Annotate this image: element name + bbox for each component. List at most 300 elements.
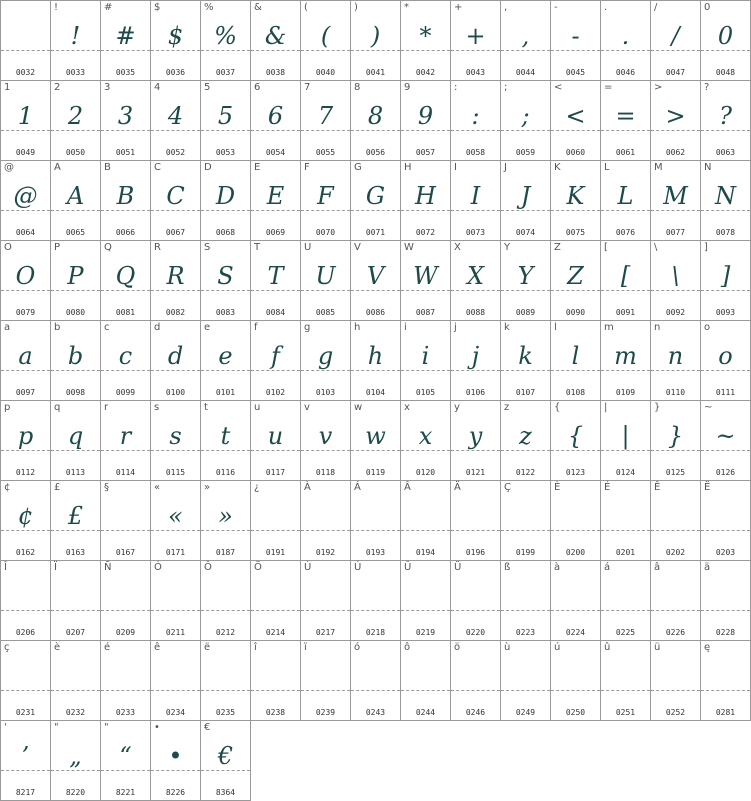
- glyph-cell[interactable]: [601, 401, 651, 481]
- glyph-cell[interactable]: [301, 241, 351, 321]
- baseline-guide: [501, 450, 550, 451]
- glyph-sample: J: [520, 182, 531, 210]
- glyph-cell[interactable]: [451, 401, 501, 481]
- glyph-cell[interactable]: [151, 321, 201, 401]
- glyph-cell[interactable]: [451, 561, 501, 641]
- glyph-code: 0114: [115, 468, 136, 477]
- glyph-sample: ¢: [17, 502, 34, 530]
- glyph-label: /: [654, 2, 658, 13]
- baseline-guide: [1, 210, 50, 211]
- glyph-sample: 1: [17, 102, 34, 130]
- glyph-cell[interactable]: [501, 161, 551, 241]
- baseline-guide: [251, 290, 300, 291]
- glyph-label: Â: [404, 482, 411, 493]
- glyph-cell[interactable]: [1, 481, 51, 561]
- glyph-cell[interactable]: [651, 321, 701, 401]
- glyph-cell[interactable]: [151, 161, 201, 241]
- glyph-cell[interactable]: [51, 1, 101, 81]
- glyph-label: z: [504, 402, 510, 413]
- glyph-cell[interactable]: [651, 1, 701, 81]
- glyph-code: 0194: [415, 548, 436, 557]
- glyph-cell[interactable]: [51, 241, 101, 321]
- baseline-guide: [701, 370, 750, 371]
- glyph-cell[interactable]: [501, 401, 551, 481]
- glyph-sample: \: [671, 262, 680, 290]
- baseline-guide: [451, 290, 500, 291]
- glyph-cell[interactable]: [701, 161, 751, 241]
- glyph-sample: .: [621, 22, 630, 50]
- glyph-cell[interactable]: [451, 241, 501, 321]
- baseline-guide: [151, 610, 200, 611]
- glyph-cell[interactable]: [701, 1, 751, 81]
- glyph-cell[interactable]: [101, 81, 151, 161]
- glyph-cell[interactable]: [401, 81, 451, 161]
- glyph-label: 6: [254, 82, 261, 93]
- glyph-cell[interactable]: [401, 321, 451, 401]
- glyph-cell[interactable]: [51, 401, 101, 481]
- glyph-code: 0249: [515, 708, 536, 717]
- glyph-code: 0090: [565, 308, 586, 317]
- glyph-cell[interactable]: [351, 1, 401, 81]
- glyph-cell[interactable]: [351, 401, 401, 481]
- glyph-cell[interactable]: [351, 241, 401, 321]
- glyph-sample: {: [567, 422, 584, 450]
- glyph-label: ~: [704, 402, 713, 413]
- glyph-cell[interactable]: [251, 161, 301, 241]
- glyph-cell[interactable]: [651, 81, 701, 161]
- glyph-cell[interactable]: [1, 721, 51, 801]
- glyph-sample: =: [615, 102, 636, 130]
- glyph-code: 0250: [565, 708, 586, 717]
- baseline-guide: [201, 210, 250, 211]
- glyph-sample: }: [667, 422, 684, 450]
- glyph-cell[interactable]: [151, 721, 201, 801]
- glyph-cell[interactable]: [1, 321, 51, 401]
- glyph-cell[interactable]: [1, 241, 51, 321]
- baseline-guide: [651, 530, 700, 531]
- glyph-cell[interactable]: [101, 481, 151, 561]
- glyph-code: 0192: [315, 548, 336, 557]
- glyph-label: .: [604, 2, 608, 13]
- glyph-cell[interactable]: [151, 561, 201, 641]
- glyph-cell[interactable]: [101, 721, 151, 801]
- glyph-code: 0050: [65, 148, 86, 157]
- glyph-cell[interactable]: [1, 161, 51, 241]
- glyph-code: 0098: [65, 388, 86, 397]
- glyph-code: 0068: [215, 228, 236, 237]
- glyph-cell[interactable]: [701, 561, 751, 641]
- glyph-cell[interactable]: [201, 241, 251, 321]
- glyph-cell[interactable]: [451, 641, 501, 721]
- glyph-sample: b: [67, 342, 84, 370]
- glyph-cell[interactable]: [501, 321, 551, 401]
- glyph-code: 0049: [15, 148, 36, 157]
- glyph-label: 2: [54, 82, 61, 93]
- glyph-code: 0218: [365, 628, 386, 637]
- glyph-cell[interactable]: [201, 321, 251, 401]
- glyph-cell[interactable]: [251, 241, 301, 321]
- baseline-guide: [101, 610, 150, 611]
- glyph-label: *: [404, 2, 409, 13]
- glyph-label: W: [404, 242, 414, 253]
- glyph-cell[interactable]: [701, 401, 751, 481]
- baseline-guide: [1, 130, 50, 131]
- glyph-label: T: [254, 242, 261, 253]
- glyph-cell[interactable]: [501, 1, 551, 81]
- baseline-guide: [151, 690, 200, 691]
- glyph-cell[interactable]: [551, 161, 601, 241]
- baseline-guide: [51, 450, 100, 451]
- glyph-cell[interactable]: [401, 561, 451, 641]
- glyph-cell[interactable]: [551, 481, 601, 561]
- baseline-guide: [301, 290, 350, 291]
- glyph-label: ;: [504, 82, 508, 93]
- glyph-sample: t: [220, 422, 231, 450]
- glyph-label: ,: [504, 2, 508, 13]
- glyph-cell[interactable]: [601, 561, 651, 641]
- glyph-cell[interactable]: [451, 161, 501, 241]
- glyph-cell[interactable]: [101, 241, 151, 321]
- baseline-guide: [51, 690, 100, 691]
- glyph-label: &: [254, 2, 262, 13]
- baseline-guide: [501, 130, 550, 131]
- glyph-cell[interactable]: [51, 561, 101, 641]
- glyph-cell[interactable]: [351, 321, 401, 401]
- glyph-cell[interactable]: [251, 401, 301, 481]
- glyph-label: +: [454, 2, 463, 13]
- glyph-cell[interactable]: [101, 401, 151, 481]
- baseline-guide: [101, 50, 150, 51]
- glyph-sample: o: [718, 342, 733, 370]
- glyph-cell[interactable]: [551, 401, 601, 481]
- glyph-cell[interactable]: [451, 481, 501, 561]
- glyph-cell[interactable]: [601, 1, 651, 81]
- baseline-guide: [651, 50, 700, 51]
- glyph-label: n: [654, 322, 661, 333]
- glyph-label: Ñ: [104, 562, 112, 573]
- glyph-cell[interactable]: [551, 641, 601, 721]
- glyph-cell[interactable]: [651, 401, 701, 481]
- glyph-cell[interactable]: [301, 641, 351, 721]
- glyph-sample: I: [470, 182, 481, 210]
- glyph-cell[interactable]: [351, 481, 401, 561]
- glyph-cell[interactable]: [451, 81, 501, 161]
- glyph-cell[interactable]: [201, 561, 251, 641]
- glyph-cell[interactable]: [151, 401, 201, 481]
- glyph-cell[interactable]: [251, 81, 301, 161]
- glyph-cell[interactable]: [501, 641, 551, 721]
- glyph-cell[interactable]: [251, 561, 301, 641]
- glyph-label: à: [554, 562, 561, 573]
- glyph-code: 0206: [15, 628, 36, 637]
- glyph-cell[interactable]: [701, 641, 751, 721]
- glyph-cell[interactable]: [51, 81, 101, 161]
- glyph-cell[interactable]: [51, 161, 101, 241]
- glyph-code: 0252: [665, 708, 686, 717]
- glyph-cell[interactable]: [51, 481, 101, 561]
- glyph-code: 0075: [565, 228, 586, 237]
- glyph-code: 0060: [565, 148, 586, 157]
- glyph-cell[interactable]: [51, 641, 101, 721]
- glyph-code: 0187: [215, 548, 236, 557]
- glyph-code: 0214: [265, 628, 286, 637]
- glyph-label: L: [604, 162, 610, 173]
- glyph-cell[interactable]: [501, 241, 551, 321]
- glyph-cell[interactable]: [101, 161, 151, 241]
- glyph-code: 0073: [465, 228, 486, 237]
- glyph-code: 8364: [215, 788, 236, 797]
- glyph-cell[interactable]: [351, 81, 401, 161]
- glyph-cell[interactable]: [351, 561, 401, 641]
- glyph-code: 0123: [565, 468, 586, 477]
- glyph-label: è: [54, 642, 61, 653]
- glyph-code: 0052: [165, 148, 186, 157]
- glyph-cell[interactable]: [301, 1, 351, 81]
- glyph-label: ": [54, 722, 59, 733]
- glyph-cell[interactable]: [601, 81, 651, 161]
- glyph-cell[interactable]: [151, 481, 201, 561]
- glyph-label: Ó: [154, 562, 162, 573]
- baseline-guide: [401, 690, 450, 691]
- glyph-code: 0219: [415, 628, 436, 637]
- glyph-label: ę: [704, 642, 711, 653]
- glyph-label: E: [254, 162, 261, 173]
- glyph-cell[interactable]: [601, 481, 651, 561]
- baseline-guide: [551, 370, 600, 371]
- glyph-sample: O: [15, 262, 36, 290]
- baseline-guide: [301, 130, 350, 131]
- glyph-sample: ?: [719, 102, 732, 130]
- glyph-sample: u: [267, 422, 284, 450]
- glyph-code: 0055: [315, 148, 336, 157]
- glyph-cell[interactable]: [551, 321, 601, 401]
- glyph-cell[interactable]: [351, 161, 401, 241]
- glyph-cell[interactable]: [651, 641, 701, 721]
- baseline-guide: [51, 530, 100, 531]
- baseline-guide: [451, 50, 500, 51]
- glyph-cell[interactable]: [651, 161, 701, 241]
- glyph-sample: a: [18, 342, 33, 370]
- glyph-code: 0038: [265, 68, 286, 77]
- glyph-cell[interactable]: [501, 561, 551, 641]
- glyph-cell[interactable]: [201, 481, 251, 561]
- glyph-label: k: [504, 322, 510, 333]
- glyph-label: J: [504, 162, 507, 173]
- glyph-cell[interactable]: [151, 241, 201, 321]
- glyph-sample: e: [218, 342, 233, 370]
- glyph-label: È: [554, 482, 561, 493]
- glyph-cell[interactable]: [151, 1, 201, 81]
- glyph-cell[interactable]: [1, 1, 51, 81]
- glyph-sample: 8: [367, 102, 384, 130]
- glyph-label: (: [304, 2, 308, 13]
- glyph-cell[interactable]: [501, 481, 551, 561]
- glyph-sample: q: [67, 422, 84, 450]
- glyph-cell[interactable]: [551, 561, 601, 641]
- glyph-cell[interactable]: [651, 241, 701, 321]
- glyph-cell[interactable]: [301, 321, 351, 401]
- glyph-sample: :: [471, 102, 480, 130]
- glyph-cell[interactable]: [201, 1, 251, 81]
- baseline-guide: [1, 610, 50, 611]
- glyph-cell[interactable]: [601, 641, 651, 721]
- baseline-guide: [401, 210, 450, 211]
- baseline-guide: [401, 610, 450, 611]
- glyph-cell[interactable]: [701, 481, 751, 561]
- glyph-cell[interactable]: [101, 641, 151, 721]
- glyph-cell[interactable]: [301, 481, 351, 561]
- baseline-guide: [201, 290, 250, 291]
- glyph-cell[interactable]: [701, 321, 751, 401]
- baseline-guide: [651, 450, 700, 451]
- glyph-cell[interactable]: [301, 161, 351, 241]
- glyph-label: C: [154, 162, 161, 173]
- glyph-cell[interactable]: [201, 641, 251, 721]
- glyph-label: É: [604, 482, 611, 493]
- glyph-label: q: [54, 402, 61, 413]
- glyph-cell[interactable]: [401, 641, 451, 721]
- glyph-code: 0083: [215, 308, 236, 317]
- glyph-cell[interactable]: [701, 81, 751, 161]
- glyph-sample: R: [166, 262, 185, 290]
- glyph-cell[interactable]: [401, 401, 451, 481]
- glyph-cell[interactable]: [201, 81, 251, 161]
- glyph-cell[interactable]: [351, 641, 401, 721]
- glyph-cell[interactable]: [451, 1, 501, 81]
- glyph-cell[interactable]: [551, 81, 601, 161]
- baseline-guide: [701, 50, 750, 51]
- baseline-guide: [151, 370, 200, 371]
- glyph-cell[interactable]: [1, 561, 51, 641]
- baseline-guide: [101, 530, 150, 531]
- baseline-guide: [551, 610, 600, 611]
- glyph-cell[interactable]: [1, 81, 51, 161]
- glyph-code: 0100: [165, 388, 186, 397]
- glyph-cell[interactable]: [551, 1, 601, 81]
- glyph-sample: 2: [67, 102, 84, 130]
- glyph-code: 0046: [615, 68, 636, 77]
- baseline-guide: [501, 370, 550, 371]
- glyph-cell[interactable]: [251, 481, 301, 561]
- glyph-label: Ï: [54, 562, 57, 573]
- glyph-sample: k: [518, 342, 533, 370]
- glyph-sample: K: [566, 182, 585, 210]
- glyph-cell[interactable]: [451, 321, 501, 401]
- glyph-cell[interactable]: [151, 81, 201, 161]
- glyph-cell[interactable]: [301, 561, 351, 641]
- glyph-cell[interactable]: [251, 641, 301, 721]
- glyph-sample: r: [119, 422, 132, 450]
- glyph-code: 0243: [365, 708, 386, 717]
- glyph-code: 0117: [265, 468, 286, 477]
- baseline-guide: [501, 690, 550, 691]
- glyph-sample: @: [13, 182, 38, 210]
- glyph-cell[interactable]: [151, 641, 201, 721]
- glyph-label: U: [304, 242, 312, 253]
- glyph-code: 0199: [515, 548, 536, 557]
- glyph-code: 0191: [265, 548, 286, 557]
- baseline-guide: [401, 290, 450, 291]
- glyph-code: 0087: [415, 308, 436, 317]
- glyph-sample: -: [571, 22, 580, 50]
- glyph-code: 0239: [315, 708, 336, 717]
- glyph-cell[interactable]: [551, 241, 601, 321]
- glyph-cell[interactable]: [401, 1, 451, 81]
- glyph-cell[interactable]: [501, 81, 551, 161]
- glyph-cell[interactable]: [101, 561, 151, 641]
- glyph-cell[interactable]: [601, 321, 651, 401]
- glyph-code: 0045: [565, 68, 586, 77]
- glyph-sample: ;: [521, 102, 530, 130]
- baseline-guide: [551, 450, 600, 451]
- glyph-code: 0200: [565, 548, 586, 557]
- glyph-label: f: [254, 322, 258, 333]
- glyph-cell[interactable]: [251, 1, 301, 81]
- glyph-label: v: [304, 402, 310, 413]
- glyph-sample: &: [264, 22, 287, 50]
- glyph-sample: z: [519, 422, 532, 450]
- baseline-guide: [1, 450, 50, 451]
- glyph-label: Á: [354, 482, 361, 493]
- glyph-cell[interactable]: [701, 241, 751, 321]
- glyph-code: 0107: [515, 388, 536, 397]
- glyph-code: 0171: [165, 548, 186, 557]
- glyph-sample: A: [66, 182, 85, 210]
- glyph-cell[interactable]: [601, 161, 651, 241]
- baseline-guide: [251, 690, 300, 691]
- glyph-cell[interactable]: [651, 481, 701, 561]
- glyph-label: ß: [504, 562, 511, 573]
- glyph-sample: *: [419, 22, 432, 50]
- glyph-cell[interactable]: [251, 321, 301, 401]
- glyph-cell[interactable]: [401, 161, 451, 241]
- glyph-cell[interactable]: [601, 241, 651, 321]
- glyph-cell[interactable]: [101, 1, 151, 81]
- glyph-cell[interactable]: [51, 321, 101, 401]
- glyph-code: 0078: [715, 228, 736, 237]
- glyph-code: 0092: [665, 308, 686, 317]
- glyph-label: !: [54, 2, 59, 13]
- glyph-label: c: [104, 322, 110, 333]
- glyph-label: Q: [104, 242, 112, 253]
- glyph-sample: 9: [417, 102, 434, 130]
- glyph-code: 0193: [365, 548, 386, 557]
- glyph-cell[interactable]: [651, 561, 701, 641]
- glyph-code: 8217: [15, 788, 36, 797]
- glyph-code: 8226: [165, 788, 186, 797]
- baseline-guide: [1, 770, 50, 771]
- glyph-cell[interactable]: [201, 161, 251, 241]
- glyph-label: î: [254, 642, 257, 653]
- baseline-guide: [151, 130, 200, 131]
- glyph-cell[interactable]: [301, 81, 351, 161]
- glyph-cell[interactable]: [51, 721, 101, 801]
- glyph-cell[interactable]: [1, 641, 51, 721]
- glyph-sample: +: [465, 22, 486, 50]
- glyph-cell[interactable]: [101, 321, 151, 401]
- glyph-cell[interactable]: [201, 721, 251, 801]
- glyph-cell[interactable]: [1, 401, 51, 481]
- glyph-cell[interactable]: [201, 401, 251, 481]
- glyph-label: ï: [304, 642, 307, 653]
- glyph-cell[interactable]: [301, 401, 351, 481]
- glyph-sample: D: [215, 182, 236, 210]
- glyph-cell[interactable]: [401, 241, 451, 321]
- glyph-cell[interactable]: [401, 481, 451, 561]
- baseline-guide: [101, 130, 150, 131]
- glyph-code: 0042: [415, 68, 436, 77]
- glyph-code: 0119: [365, 468, 386, 477]
